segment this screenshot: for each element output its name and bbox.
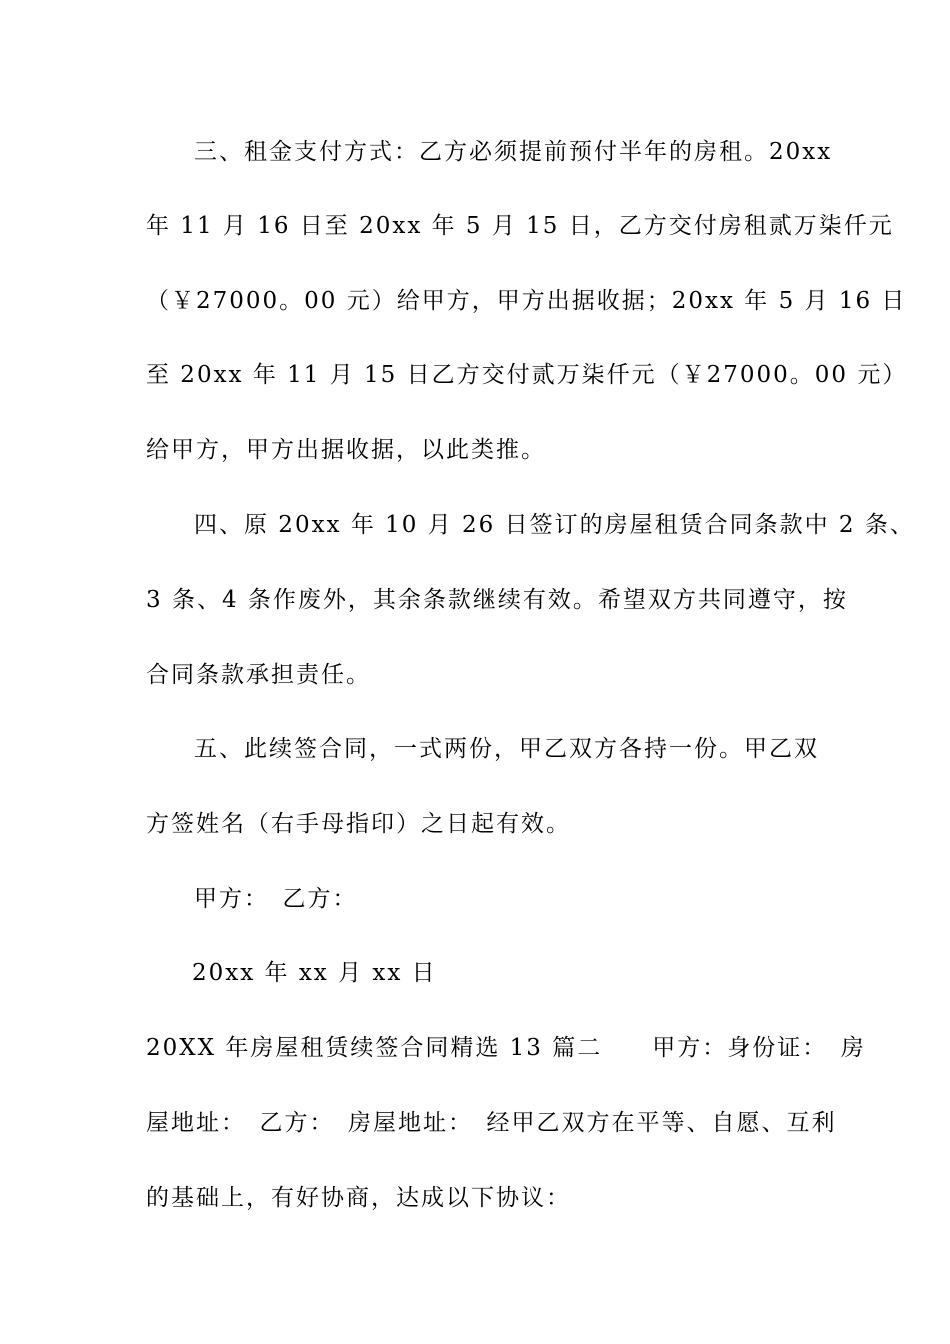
section-two-line-3: 的基础上，有好协商，达成以下协议： [146, 1185, 571, 1211]
signature-line: 甲方： 乙方： [194, 886, 358, 912]
section-two-line-2: 屋地址： 乙方： 房屋地址： 经甲乙双方在平等、自愿、互利 [146, 1110, 837, 1136]
paragraph-3-line-5: 给甲方，甲方出据收据，以此类推。 [146, 437, 546, 463]
paragraph-3-line-3: （￥27000。00 元）给甲方，甲方出据收据；20xx 年 5 月 16 日 [146, 288, 907, 314]
date-line: 20xx 年 xx 月 xx 日 [192, 960, 437, 986]
section-two-heading-line: 20XX 年房屋租赁续签合同精选 13 篇二 甲方：身份证： 房 [146, 1035, 866, 1061]
paragraph-3-line-2: 年 11 月 16 日至 20xx 年 5 月 15 日，乙方交付房租贰万柒仟元 [146, 213, 894, 239]
paragraph-4-line-3: 合同条款承担责任。 [146, 662, 371, 688]
paragraph-4-line-2: 3 条、4 条作废外，其余条款继续有效。希望双方共同遵守，按 [146, 587, 848, 613]
paragraph-5-line-1: 五、此续签合同，一式两份，甲乙双方各持一份。甲乙双 [194, 736, 819, 762]
paragraph-3-line-1: 三、租金支付方式：乙方必须提前预付半年的房租。20xx [194, 139, 833, 165]
paragraph-4-line-1: 四、原 20xx 年 10 月 26 日签订的房屋租赁合同条款中 2 条、 [194, 512, 915, 538]
paragraph-5-line-2: 方签姓名（右手母指印）之日起有效。 [146, 811, 571, 837]
paragraph-3-line-4: 至 20xx 年 11 月 15 日乙方交付贰万柒仟元（￥27000。00 元） [146, 362, 908, 388]
